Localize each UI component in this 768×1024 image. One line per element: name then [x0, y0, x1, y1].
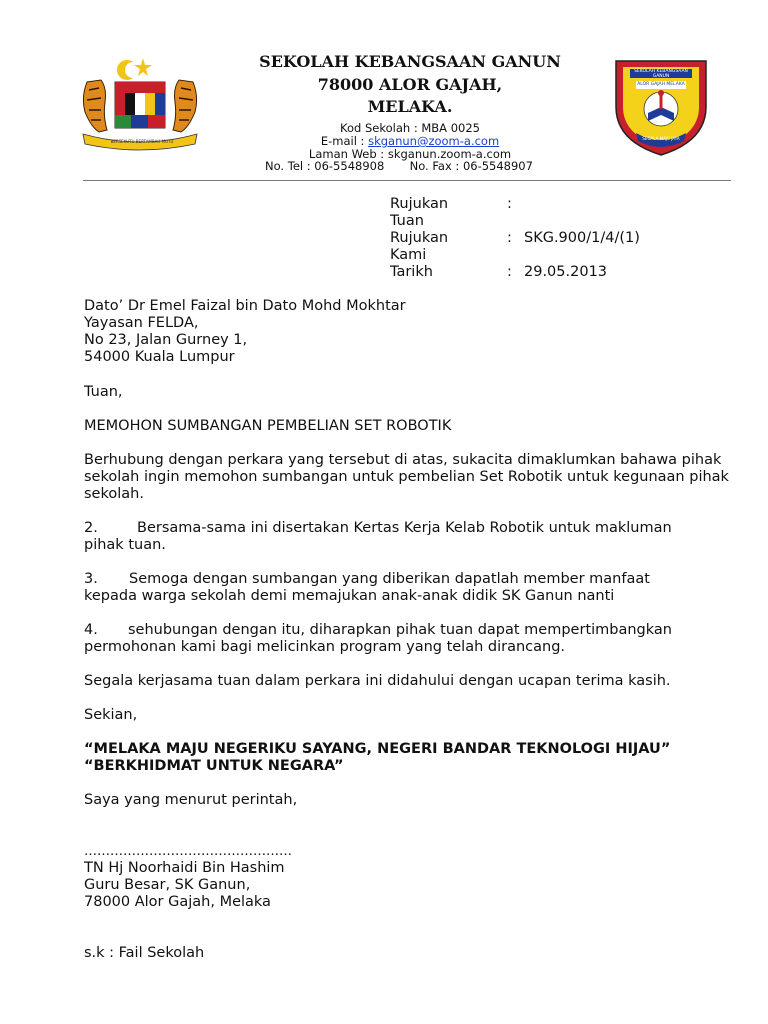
paragraph-4: 4. sehubungan dengan itu, diharapkan pihak tuan dapat mempertimbangkan permohonan kami bagi melicinkan program yang telah dirancang.: [84, 622, 672, 655]
recipient-name: Dato’ Dr Emel Faizal bin Dato Mohd Mokhtar: [84, 298, 406, 314]
letter-subject: MEMOHON SUMBANGAN PEMBELIAN SET ROBOTIK: [84, 418, 452, 434]
email-link[interactable]: skganun@zoom-a.com: [368, 134, 500, 148]
recipient-address: [84, 298, 729, 366]
school-postcode-town: 78000 ALOR GAJAH,: [317, 75, 503, 94]
ref-kami-label: Rujukan Kami: [390, 230, 449, 263]
ref-kami-colon: :: [507, 230, 512, 246]
recipient-org: Yayasan FELDA,: [84, 315, 199, 331]
ref-tuan-label: Rujukan Tuan: [390, 196, 449, 229]
school-phone-fax: [265, 159, 533, 173]
recipient-city: 54000 Kuala Lumpur: [84, 349, 235, 365]
motto-line-2: “BERKHIDMAT UNTUK NEGARA”: [84, 758, 344, 774]
paragraph-2: 2. Bersama-sama ini disertakan Kertas Kerja Kelab Robotik untuk makluman pihak tuan.: [84, 520, 672, 553]
ref-kami-value: SKG.900/1/4/(1): [524, 230, 640, 246]
paragraph-1: Berhubung dengan perkara yang tersebut di atas, sukacita dimaklumkan bahawa pihak sekolah ingin memohon sumbangan untuk pembelian Set Robotik untuk kegunaan pihak sekolah.: [84, 452, 729, 502]
coat-of-arms-logo: [77, 52, 203, 152]
ref-date-value: 29.05.2013: [524, 264, 608, 280]
signature-line: …………………………………………: [84, 844, 292, 859]
ref-date-label: Tarikh: [390, 264, 433, 280]
paragraph-4-number: 4.: [84, 622, 98, 638]
school-code: Kod Sekolah : MBA 0025: [340, 121, 480, 135]
coat-of-arms-motto: BERSEKUTU BERTAMBAH MUTU: [110, 139, 174, 144]
ref-tuan-colon: :: [507, 196, 512, 212]
school-fax: No. Fax : 06-5548907: [409, 159, 533, 173]
school-email-line: [220, 134, 600, 148]
school-state: MELAKA.: [367, 97, 453, 116]
school-badge-bottom-text: SEGALA MAJU JAYA: [642, 136, 680, 141]
motto-line-1: “MELAKA MAJU NEGERIKU SAYANG, NEGERI BANDAR TEKNOLOGI HIJAU”: [84, 741, 671, 757]
copy-to: s.k : Fail Sekolah: [84, 945, 205, 961]
signer-address: 78000 Alor Gajah, Melaka: [84, 894, 271, 910]
signer-title: Guru Besar, SK Ganun,: [84, 877, 251, 893]
school-name: SEKOLAH KEBANGSAAN GANUN: [259, 52, 561, 71]
signer-block: [84, 860, 729, 911]
school-badge-top-text: SEKOLAH KEBANGSAAN GANUN: [634, 69, 688, 79]
closing-remark: Segala kerjasama tuan dalam perkara ini didahului dengan ucapan terima kasih.: [84, 673, 671, 689]
school-phone: No. Tel : 06-5548908: [265, 159, 385, 173]
recipient-street: No 23, Jalan Gurney 1,: [84, 332, 248, 348]
yours-faithfully: Saya yang menurut perintah,: [84, 792, 298, 808]
paragraph-3-number: 3.: [84, 571, 98, 587]
salutation: Tuan,: [84, 384, 123, 400]
paragraph-3: 3. Semoga dengan sumbangan yang diberikan dapatlah member manfaat kepada warga sekolah demi memajukan anak-anak didik SK Ganun nanti: [84, 571, 650, 604]
sekian: Sekian,: [84, 707, 138, 723]
header-divider: [83, 180, 731, 181]
paragraph-2-number: 2.: [84, 520, 98, 536]
ref-date-colon: :: [507, 264, 512, 280]
school-badge-middle-text: ALOR GAJAH MELAKA: [637, 82, 685, 87]
email-label: E-mail :: [320, 134, 369, 148]
signer-name: TN Hj Noorhaidi Bin Hashim: [84, 860, 285, 876]
school-website: Laman Web : skganun.zoom-a.com: [308, 147, 512, 161]
